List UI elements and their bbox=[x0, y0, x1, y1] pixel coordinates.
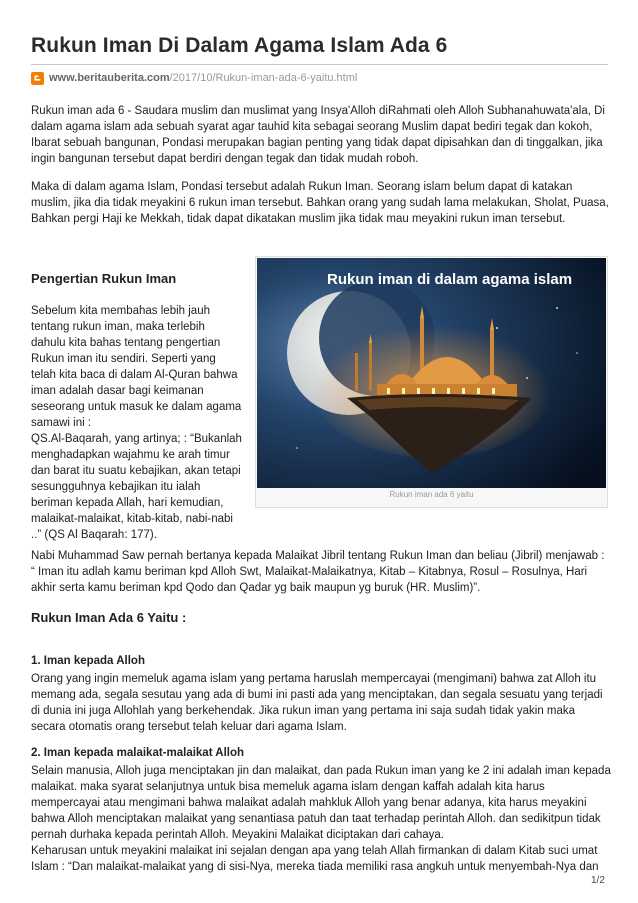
item-1-text: Orang yang ingin memeluk agama islam yang pertama haruslah mempercayai (mengimani) bahwa zat Alloh itu memang ada, segala sesutau yang ada di bumi ini pasti ada yang menciptakan, dan segala sesuatu yang terjadi di dunia ini juga Allohlah yang berkehendak. Jika rukun iman yang pertama ini saja sudah tidak yakin maka secara otomatis orang tersebut telah keluar dari agama Islam. bbox=[31, 673, 603, 733]
text-line: ..” (QS Al Baqarah: 177). bbox=[31, 529, 157, 541]
text-line: malaikat-malaikat, kitab-kitab, nabi-nabi bbox=[31, 513, 233, 525]
item-1-heading: 1. Iman kepada Alloh bbox=[31, 655, 145, 667]
source-path-link[interactable]: /2017/10/Rukun-iman-ada-6-yaitu.html bbox=[169, 72, 358, 84]
page-number: 1/2 bbox=[591, 875, 605, 886]
text-line: dahulu kita bahas tentang pengertian bbox=[31, 337, 221, 349]
blogger-icon bbox=[31, 72, 44, 85]
item-2-text: Selain manusia, Alloh juga menciptakan jin dan malaikat, dan pada Rukun iman yang ke 2 ini adalah iman kepada malaikat. maka syarat selanjutnya untuk bisa memeluk agama islam dengan kaffah adalah kita harus mempercayai atau mengimani bahwa malaikat adalah mahkluk Alloh yang benar adanya, kita harus meyakini bahwa Alloh menciptakan malaikat yang senantiasa patuh dan taat terhadap perintah Alloh. dan sedikitpun tidak pernah durhaka kepada perintah Alloh. Meyakini Malaikat diciptakan dari cahaya. bbox=[31, 765, 611, 841]
text-line: sesungguhnya kebajikan itu ialah bbox=[31, 481, 201, 493]
intro-paragraph-2: Maka di dalam agama Islam, Pondasi tersebut adalah Rukun Iman. Seorang islam belum dapat di katakan muslim, jika dia tidak meyakini 6 rukun iman tersebut. Bahkan orang yang sudah lama melakukan, Sholat, Puasa, Bahkan pergi Haji ke Mekkah, tidak dapat dikatakan muslim jika tidak mau meyakini rukun iman tersebut. bbox=[31, 181, 609, 225]
item-2-heading: 2. Iman kepada malaikat-malaikat Alloh bbox=[31, 747, 245, 759]
text-line: telah kita baca di dalam Al-Quran bahwa bbox=[31, 369, 238, 381]
text-line: QS.Al-Baqarah, yang artinya; : “Bukanlah bbox=[31, 433, 242, 445]
figure-caption: Rukun iman ada 6 yaitu bbox=[389, 490, 474, 499]
text-line: Sebelum kita membahas lebih jauh bbox=[31, 305, 210, 317]
item-2-text-continued: Keharusan untuk meyakini malaikat ini sejalan dengan apa yang telah Allah firmankan di dalam Kitab suci umat Islam : “Dan malaikat-malaikat yang di sisi-Nya, mereka tiada memiliki rasa angkuh untuk menyembah-Nya dan bbox=[31, 845, 599, 873]
page-title: Rukun Iman Di Dalam Agama Islam Ada 6 bbox=[31, 34, 448, 57]
section-heading-pengertian: Pengertian Rukun Iman bbox=[31, 271, 177, 286]
mosque-figure bbox=[255, 256, 608, 508]
text-line: samawi ini : bbox=[31, 417, 92, 429]
text-line: menghadapkan wajahmu ke arah timur bbox=[31, 449, 230, 461]
hadith-paragraph: Nabi Muhammad Saw pernah bertanya kepada Malaikat Jibril tentang Rukun Iman dan beliau (Jibril) menjawab : “ Iman itu adlah kamu beriman kpd Alloh Swt, Malaikat-Malaikatnya, Kitab – Kitabnya, Rosul – Rosulnya, Hari akhir serta kamu beriman kpd Qodo dan Qadar yg baik maupun yg buruk (HR. Muslim)”. bbox=[31, 550, 605, 594]
section-heading-rukun-iman: Rukun Iman Ada 6 Yaitu : bbox=[31, 610, 187, 625]
source-domain-link[interactable]: www.beritauberita.com bbox=[49, 72, 170, 84]
text-line: Rukun iman itu sendiri. Seperti yang bbox=[31, 353, 216, 365]
mosque-night-image bbox=[257, 258, 606, 488]
intro-paragraph-1: Rukun iman ada 6 - Saudara muslim dan muslimat yang Insya'Alloh diRahmati oleh Alloh Subhanahuwata'ala, Di dalam agama islam ada sebuah syarat agar tauhid kita sebagai seorang Muslim dapat bediri tegak dan kokoh, Ibarat sebuah bangunan, Pondasi merupakan bagian penting yang tidak dapat dipisahkan dan di tinggalkan, jika ingin bangunan tersebut dapat berdiri dengan tegak dan tidak mudah roboh. bbox=[31, 105, 605, 165]
text-line: seseorang untuk masuk ke dalam agama bbox=[31, 401, 242, 413]
image-title: Rukun iman di dalam agama islam bbox=[327, 271, 573, 288]
text-line: iman adalah dasar bagi keimanan bbox=[31, 385, 204, 397]
source-line bbox=[31, 69, 357, 87]
text-line: dan barat itu suatu kebajikan, akan tetapi bbox=[31, 465, 241, 477]
title-divider bbox=[31, 64, 608, 65]
text-line: tentang rukun iman, maka terlebih bbox=[31, 321, 205, 333]
pengertian-text bbox=[31, 303, 253, 543]
text-line: beriman kepada Allah, hari kemudian, bbox=[31, 497, 224, 509]
